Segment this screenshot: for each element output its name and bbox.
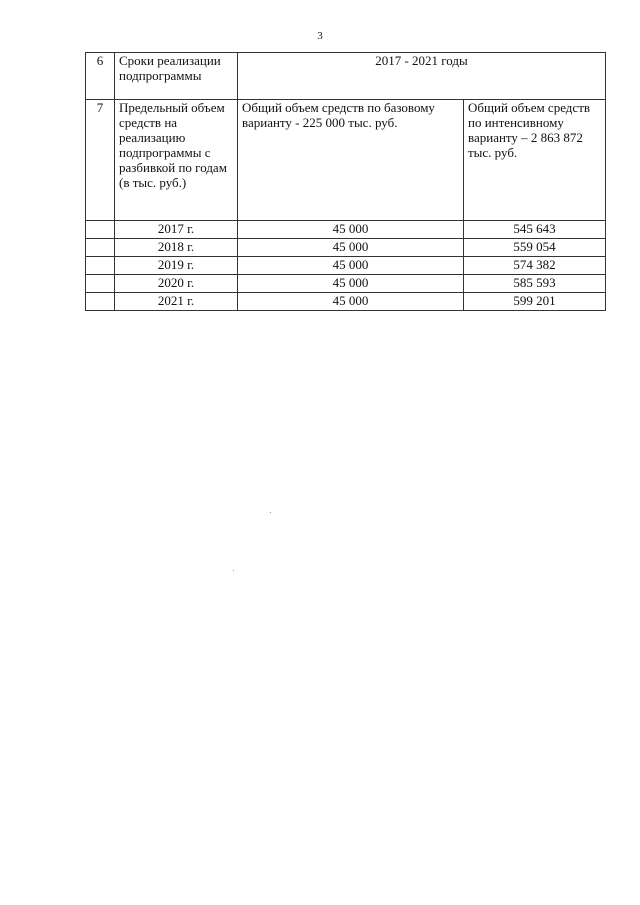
base-value-cell: 45 000 (238, 293, 464, 311)
intensive-value-cell: 574 382 (464, 257, 606, 275)
scan-speck (270, 512, 271, 513)
table-row-6 (86, 53, 606, 100)
period-value: 2017 - 2021 годы (238, 53, 606, 100)
year-cell: 2020 г. (115, 275, 238, 293)
year-cell: 2018 г. (115, 239, 238, 257)
intensive-value-cell: 545 643 (464, 221, 606, 239)
subprogram-table (85, 52, 606, 311)
year-cell: 2021 г. (115, 293, 238, 311)
table-row (86, 239, 606, 257)
base-value-cell: 45 000 (238, 257, 464, 275)
empty-cell (86, 293, 115, 311)
base-value-cell: 45 000 (238, 221, 464, 239)
table-row (86, 221, 606, 239)
row-number: 6 (86, 53, 115, 100)
row-number: 7 (86, 100, 115, 221)
base-value-cell: 45 000 (238, 275, 464, 293)
table-row (86, 275, 606, 293)
empty-cell (86, 275, 115, 293)
empty-cell (86, 239, 115, 257)
empty-cell (86, 257, 115, 275)
base-variant-total: Общий объем средств по базовому варианту - 225 000 тыс. руб. (238, 100, 464, 221)
table-row (86, 257, 606, 275)
intensive-value-cell: 599 201 (464, 293, 606, 311)
row-label: Предельный объем средств на реализацию подпрограммы с разбивкой по годам (в тыс. руб.) (115, 100, 238, 221)
intensive-value-cell: 585 593 (464, 275, 606, 293)
table-row (86, 293, 606, 311)
empty-cell (86, 221, 115, 239)
page-number: 3 (317, 30, 323, 42)
year-cell: 2017 г. (115, 221, 238, 239)
year-cell: 2019 г. (115, 257, 238, 275)
intensive-variant-total: Общий объем средств по интенсивному варианту – 2 863 872 тыс. руб. (464, 100, 606, 221)
intensive-value-cell: 559 054 (464, 239, 606, 257)
base-value-cell: 45 000 (238, 239, 464, 257)
table-row-7 (86, 100, 606, 221)
row-label: Сроки реализации подпрограммы (115, 53, 238, 100)
scan-speck (233, 570, 234, 571)
